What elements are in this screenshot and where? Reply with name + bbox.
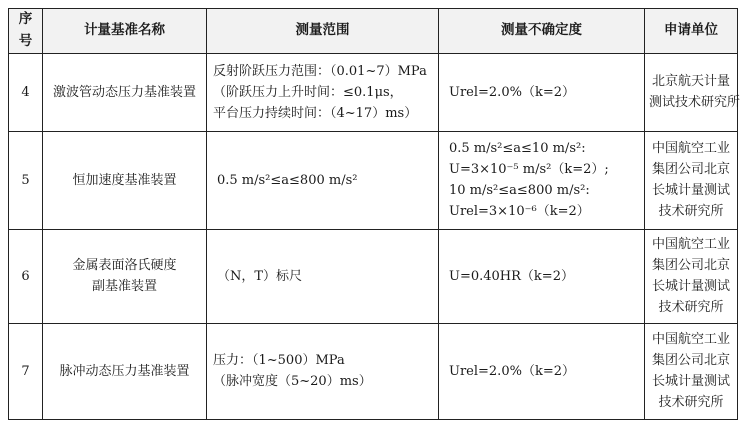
table-row [9,323,738,419]
cell-range [207,53,439,131]
cell-range-line: 0.5 m/s²≤a≤800 m/s² [217,172,358,188]
cell-uncertainty [439,131,645,229]
cell-range-line: 压力：（1~500）MPa [213,353,345,369]
cell-no: 6 [9,229,43,323]
cell-name-line: 金属表面洛氏硬度 [72,258,177,274]
cell-unit [645,229,738,323]
cell-name [43,323,207,419]
cell-uncertainty-line: U=3×10⁻⁵ m/s²（k=2）; [449,162,609,178]
cell-name-line: 副基准装置 [91,279,157,295]
cell-unit-line: 中国航空工业 [651,237,730,253]
cell-range-line: （N，T）标尺 [217,268,303,284]
header-row [9,9,738,54]
cell-unit-line: 集团公司北京 [651,258,730,274]
cell-uncertainty-line: 10 m/s²≤a≤800 m/s²: [449,183,590,199]
cell-range-line: （脉冲宽度（5~20）ms） [213,374,372,390]
cell-name-line: 激波管动态压力基准装置 [52,84,196,100]
cell-name-line: 脉冲动态压力基准装置 [59,363,190,379]
cell-uncertainty-line: 0.5 m/s²≤a≤10 m/s²: [449,141,586,157]
cell-uncertainty-line: Urel=3×10⁻⁶（k=2） [449,204,590,220]
cell-unit-line: 长城计量测试 [651,183,730,199]
cell-unit-line: 技术研究所 [658,204,724,220]
cell-range [207,131,439,229]
cell-unit-line: 北京航天计量 [651,74,730,90]
cell-uncertainty [439,229,645,323]
table-row [9,131,738,229]
cell-name [43,53,207,131]
cell-uncertainty [439,53,645,131]
header-uncertainty: 测量不确定度 [439,9,645,54]
cell-unit [645,53,741,131]
cell-no: 5 [9,131,43,229]
cell-no: 4 [9,53,43,131]
cell-range-line: 反射阶跃压力范围：（0.01~7）MPa [213,63,427,79]
header-name: 计量基准名称 [43,9,207,54]
cell-name [43,131,207,229]
cell-range [207,229,439,323]
cell-range [207,323,439,419]
cell-no: 7 [9,323,43,419]
cell-unit [645,131,738,229]
header-no: 序号 [9,9,43,54]
cell-name [43,229,207,323]
cell-uncertainty-line: Urel=2.0%（k=2） [449,84,575,100]
header-unit: 申请单位 [645,9,738,54]
table-row [9,53,738,131]
cell-uncertainty-line: Urel=2.0%（k=2） [449,363,575,379]
cell-range-line: 平台压力持续时间：（4~17）ms） [213,105,418,121]
standards-table [8,8,741,420]
cell-range-line: （阶跃压力上升时间：≤0.1μs， [213,84,403,100]
cell-unit [645,323,738,419]
cell-unit-line: 技术研究所 [658,395,724,411]
cell-unit-line: 中国航空工业 [651,141,730,157]
cell-uncertainty-line: U=0.40HR（k=2） [449,268,574,284]
cell-unit-line: 技术研究所 [658,300,724,316]
cell-unit-line: 测试技术研究所 [649,95,741,111]
cell-unit-line: 中国航空工业 [651,332,730,348]
cell-unit-line: 长城计量测试 [651,279,730,295]
cell-unit-line: 集团公司北京 [651,353,730,369]
table-row [9,229,738,323]
header-range: 测量范围 [207,9,439,54]
cell-name-line: 恒加速度基准装置 [72,172,177,188]
cell-unit-line: 集团公司北京 [651,162,730,178]
cell-unit-line: 长城计量测试 [651,374,730,390]
cell-uncertainty [439,323,645,419]
